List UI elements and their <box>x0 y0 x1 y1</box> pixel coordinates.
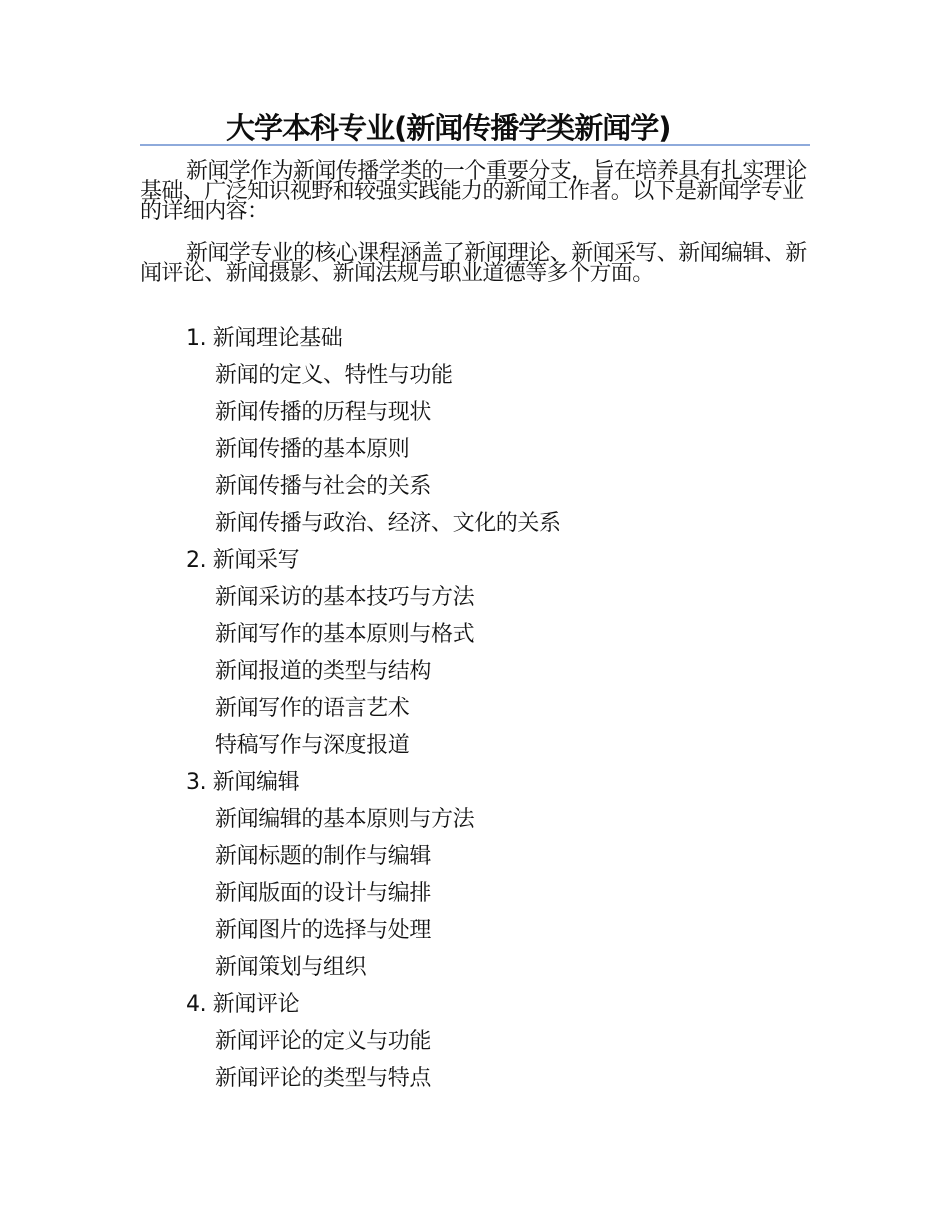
list-item: 新闻的定义、特性与功能 <box>215 363 453 388</box>
title-block <box>140 104 810 146</box>
section-item-list <box>186 579 826 764</box>
list-item: 新闻编辑的基本原则与方法 <box>215 807 475 832</box>
list-item: 特稿写作与深度报道 <box>215 733 410 758</box>
section-heading: 3. 新闻编辑 <box>186 770 300 795</box>
list-item: 新闻评论的定义与功能 <box>215 1029 432 1054</box>
list-item: 新闻图片的选择与处理 <box>215 918 432 943</box>
outline-section <box>186 320 826 542</box>
core-courses-paragraph-text: 新闻学专业的核心课程涵盖了新闻理论、新闻采写、新闻编辑、新闻评论、新闻摄影、新闻法规与职业道德等多个方面。 <box>140 241 807 286</box>
section-heading: 1. 新闻理论基础 <box>186 326 343 351</box>
list-item: 新闻策划与组织 <box>215 955 367 980</box>
list-item: 新闻传播的历程与现状 <box>215 400 432 425</box>
section-item-list <box>186 357 826 542</box>
course-outline <box>186 320 826 1097</box>
list-item: 新闻写作的语言艺术 <box>215 696 410 721</box>
list-item: 新闻标题的制作与编辑 <box>215 844 432 869</box>
list-item: 新闻评论的类型与特点 <box>215 1066 432 1091</box>
section-heading: 4. 新闻评论 <box>186 992 300 1017</box>
document-title: 大学本科专业(新闻传播学类新闻学) <box>226 111 671 145</box>
list-item: 新闻传播与社会的关系 <box>215 474 432 499</box>
list-item: 新闻版面的设计与编排 <box>215 881 432 906</box>
intro-paragraph <box>140 159 812 224</box>
list-item: 新闻传播与政治、经济、文化的关系 <box>215 511 561 536</box>
list-item: 新闻报道的类型与结构 <box>215 659 432 684</box>
core-courses-paragraph <box>140 241 812 286</box>
list-item: 新闻传播的基本原则 <box>215 437 410 462</box>
outline-section <box>186 764 826 986</box>
section-item-list <box>186 801 826 986</box>
section-item-list <box>186 1023 826 1097</box>
outline-section <box>186 986 826 1097</box>
list-item: 新闻采访的基本技巧与方法 <box>215 585 475 610</box>
section-heading: 2. 新闻采写 <box>186 548 300 573</box>
outline-section <box>186 542 826 764</box>
list-item: 新闻写作的基本原则与格式 <box>215 622 475 647</box>
intro-paragraph-text: 新闻学作为新闻传播学类的一个重要分支，旨在培养具有扎实理论基础、广泛知识视野和较强实践能力的新闻工作者。以下是新闻学专业的详细内容： <box>140 159 807 224</box>
